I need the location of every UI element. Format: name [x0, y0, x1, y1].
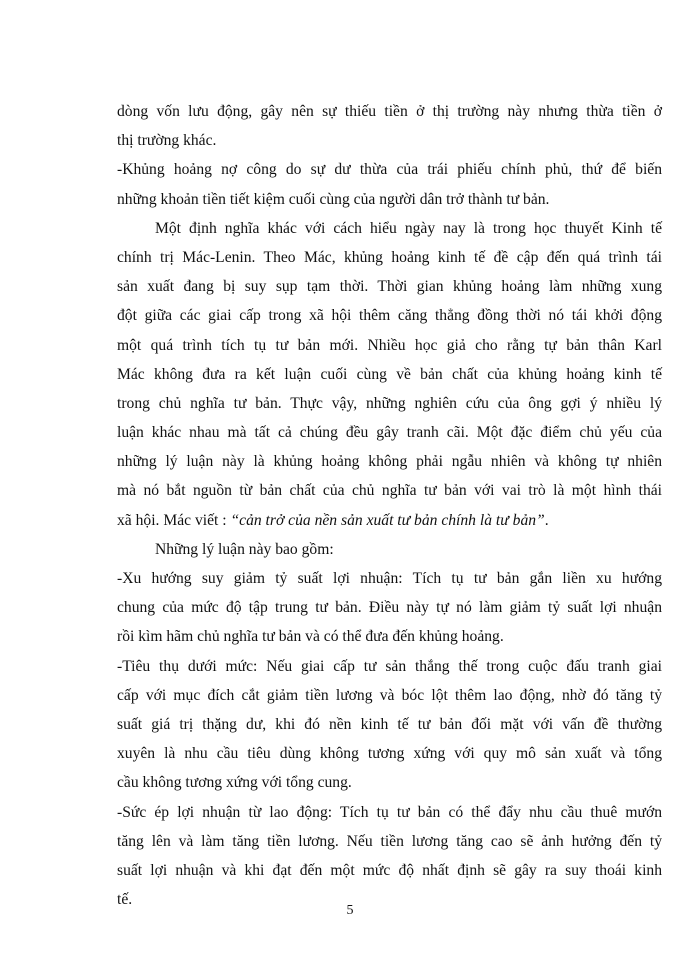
text-line: -Tiêu thụ dưới mức: Nếu giai cấp tư sản thắng thế trong cuộc đấu tranh giai — [117, 657, 662, 675]
text-line: -Xu hướng suy giảm tỷ suất lợi nhuận: Tích tụ tư bản gắn liền xu hướng — [117, 570, 662, 587]
text-line: suất giá trị thặng dư, khi đó nền kinh tế tư bản đối mặt với vấn đề thường — [117, 715, 662, 733]
text-line: -Sức ép lợi nhuận từ lao động: Tích tụ tư bản có thể đẩy nhu cầu thuê mướn — [117, 803, 662, 821]
text-line: Những lý luận này bao gồm: — [155, 540, 334, 558]
quote-line — [117, 506, 662, 535]
text-line: cấp với mục đích cắt giảm tiền lương và bóc lột thêm lao động, nhờ đó tăng tỷ — [117, 686, 662, 704]
text-line: suất lợi nhuận và khi đạt đến một mức độ nhất định sẽ gây ra suy thoái kinh — [117, 861, 662, 879]
text-line: những khoản tiền tiết kiệm cuối cùng của người dân trở thành tư bản. — [117, 190, 550, 208]
text-line: xuyên là nhu cầu tiêu dùng không tương xứng với quy mô sản xuất và tổng — [117, 745, 662, 763]
text-line: tế. — [117, 891, 133, 909]
page-number: 5 — [346, 903, 354, 918]
text-line: thị trường khác. — [117, 132, 217, 150]
text-line: chính trị Mác-Lenin. Theo Mác, khủng hoảng kinh tế đề cập đến quá trình tái — [117, 248, 662, 266]
mac-quote: “cản trở của nền sản xuất tư bản chính là tư bản” — [230, 511, 545, 529]
text-line: cầu không tương xứng với tổng cung. — [117, 774, 352, 792]
text-line: những lý luận này là khủng hoảng không phải ngẫu nhiên và không tự nhiên — [117, 453, 662, 471]
text-line: sản xuất đang bị suy sụp tạm thời. Thời gian khủng hoảng làm những xung — [117, 278, 662, 296]
text-line: chung của mức độ tập trung tư bản. Điều này tự nó làm giảm tỷ suất lợi nhuận — [117, 599, 662, 617]
text-line: tăng lên và làm tăng tiền lương. Nếu tiền lương tăng cao sẽ ảnh hưởng đến tỷ — [117, 832, 662, 850]
text-line: mà nó bắt nguồn từ bản chất của chủ nghĩa tư bản với vai trò là một hình thái — [117, 482, 662, 500]
text-line: -Khủng hoảng nợ công do sự dư thừa của trái phiếu chính phủ, thứ để biến — [117, 161, 662, 179]
text-line: Mác không đưa ra kết luận cuối cùng về bản chất của khủng hoảng kinh tế — [117, 365, 662, 383]
text-line: rồi kìm hãm chủ nghĩa tư bản và có thể đưa đến khủng hoảng. — [117, 628, 504, 646]
text-line: Một định nghĩa khác với cách hiểu ngày nay là trong học thuyết Kinh tế — [155, 219, 662, 237]
body-text — [117, 97, 662, 914]
quote-prefix: xã hội. Mác viết : — [117, 511, 231, 529]
text-line: luận khác nhau mà tất cả chúng đều gây tranh cãi. Một đặc điểm chủ yếu của — [117, 424, 662, 442]
text-line: dòng vốn lưu động, gây nên sự thiếu tiền ở thị trường này nhưng thừa tiền ở — [117, 103, 662, 120]
text-line: trong chủ nghĩa tư bản. Thực vậy, những nghiên cứu của ông gợi ý nhiều lý — [117, 394, 662, 412]
quote-suffix: . — [544, 511, 549, 529]
paragraph-block-2 — [117, 535, 662, 914]
text-line: một quá trình tích tụ tư bản mới. Nhiều học giả cho rằng tự bản thân Karl — [117, 336, 662, 354]
paragraph-block-1 — [117, 97, 662, 506]
text-line: đột giữa các giai cấp trong xã hội thêm căng thẳng đồng thời nó tái khởi động — [117, 307, 662, 325]
